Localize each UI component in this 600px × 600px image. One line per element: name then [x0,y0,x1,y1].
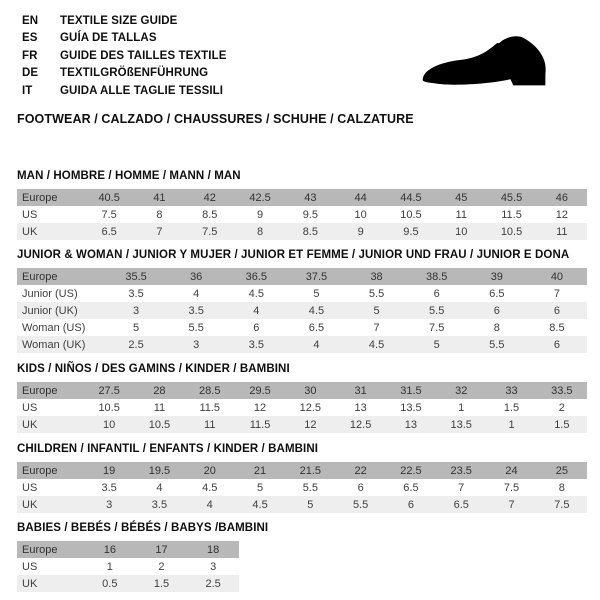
size-cell: 7.5 [554,498,570,511]
size-cell: 11 [556,225,568,238]
section-man [17,170,587,240]
size-cell: 4.5 [248,287,264,300]
language-label: GUIDE DES TAILLES TEXTILE [60,49,227,62]
size-cell: 44 [354,191,367,204]
size-cell: 12 [253,401,267,414]
size-cell: 28.5 [199,384,221,397]
table-row [17,541,239,558]
language-label: GUÍA DE TALLAS [60,32,157,45]
size-cell: 6 [357,481,364,494]
size-cell: 4.5 [308,304,325,317]
size-cell: 2.5 [205,577,221,590]
section-kids [17,363,587,433]
size-cell: 1.5 [554,418,570,431]
size-cell: 38 [370,270,383,283]
size-cell: 11.5 [199,401,221,414]
size-cell: 2.5 [128,338,144,351]
size-cell: 6.5 [453,498,469,511]
size-cell: 11 [153,401,166,414]
size-cell: 36.5 [245,270,268,283]
size-cell: 45 [455,191,468,204]
size-cell: 6.5 [489,287,505,300]
size-cell: 5 [256,481,264,494]
size-cell: 46 [555,191,568,204]
size-cell: 40.5 [98,191,120,204]
size-cell: 6 [553,338,560,351]
size-cell: 7.5 [202,225,218,238]
size-cell: 4 [253,304,260,317]
size-cell: 5 [313,287,320,300]
size-cell: 21.5 [299,464,322,477]
size-cell: 1 [508,418,515,431]
size-cell: 0.5 [102,577,118,590]
size-cell: 10.5 [98,401,120,414]
size-cell: 9 [357,225,364,238]
table-row [17,268,587,285]
size-cell: 3.5 [101,481,117,494]
table-row [17,223,587,240]
size-cell: 27.5 [98,384,120,397]
size-cell: 41 [153,191,166,204]
size-cell: 40 [550,270,564,283]
size-cell: 30 [304,384,317,397]
language-code: ES [22,32,38,45]
table-row [17,302,587,319]
row-label: US [22,481,38,494]
row-label: UK [22,225,38,238]
size-cell: 29.5 [249,384,271,397]
size-cell: 12.5 [349,418,372,431]
table-row [17,399,587,416]
size-cell: 6 [407,498,414,511]
size-cell: 12 [555,208,568,221]
size-cell: 5 [433,338,440,351]
language-code: EN [22,14,39,27]
row-label: Europe [22,384,58,397]
row-label: Junior (UK) [22,304,78,317]
size-cell: 1 [106,560,113,573]
size-cell: 3.5 [188,304,204,317]
row-label: US [22,560,38,573]
size-cell: 11.5 [249,418,271,431]
size-cell: 22.5 [400,464,422,477]
size-cell: 22 [354,464,367,477]
size-cell: 36 [190,270,203,283]
size-cell: 28 [153,384,166,397]
size-cell: 10.5 [148,418,171,431]
size-cell: 19 [103,464,116,477]
language-code: DE [22,67,39,80]
size-cell: 12 [304,418,317,431]
size-cell: 3.5 [128,287,144,300]
size-cell: 2 [558,401,565,414]
row-label: UK [22,418,38,431]
language-row [22,12,227,30]
size-cell: 24 [505,464,518,477]
table-row [17,575,239,592]
language-label: GUIDA ALLE TAGLIE TESSILI [60,84,224,97]
size-cell: 18 [207,543,220,556]
table-row [17,319,587,336]
size-cell: 4.5 [368,338,385,351]
size-cell: 7 [156,225,163,238]
size-cell: 6.5 [308,321,325,334]
row-label: Woman (US) [22,321,86,334]
size-cell: 43 [304,191,317,204]
language-row [22,65,227,83]
size-cell: 10 [354,208,367,221]
size-cell: 5.5 [429,304,445,317]
size-cell: 7.5 [503,481,520,494]
table-row [17,496,587,513]
size-table [17,462,587,513]
size-cell: 4 [193,287,200,300]
section-title: CHILDREN / INFANTIL / ENFANTS / KINDER / BAMBINI [17,443,319,455]
size-cell: 13.5 [400,401,422,414]
row-label: Junior (US) [22,287,78,300]
size-cell: 2 [158,560,165,573]
size-cell: 16 [103,543,116,556]
row-label: Europe [22,191,58,204]
language-row [22,82,227,100]
size-cell: 1.5 [503,401,520,414]
row-label: Europe [22,543,58,556]
size-cell: 3.5 [151,498,168,511]
language-label: TEXTILGRÖßENFÜHRUNG [60,67,209,80]
size-cell: 10 [103,418,116,431]
row-label: Europe [22,464,58,477]
size-cell: 38.5 [425,270,448,283]
size-cell: 6 [433,287,440,300]
row-label: Woman (UK) [22,338,86,351]
size-cell: 6 [253,321,260,334]
language-code: IT [22,84,33,97]
table-row [17,558,239,575]
size-cell: 3 [133,304,140,317]
size-cell: 10.5 [400,208,422,221]
size-cell: 9.5 [403,225,419,238]
size-cell: 6.5 [403,481,419,494]
section-title: BABIES / BEBÉS / BÉBÉS / BABYS /BAMBINI [17,522,269,534]
size-cell: 33.5 [551,384,573,397]
table-row [17,206,587,223]
size-cell: 8.5 [549,321,565,334]
language-row [22,30,227,48]
size-cell: 5.5 [188,321,204,334]
size-cell: 5 [307,498,314,511]
size-cell: 7 [458,481,465,494]
size-cell: 45.5 [500,191,523,204]
size-cell: 31.5 [400,384,422,397]
size-cell: 19.5 [148,464,171,477]
size-cell: 39 [490,270,503,283]
language-row [22,47,227,65]
section-babies [17,522,268,592]
size-cell: 17 [155,543,168,556]
size-cell: 42 [203,191,216,204]
size-cell: 1 [458,401,465,414]
size-cell: 11.5 [501,208,522,221]
row-label: Europe [22,270,58,283]
size-cell: 4 [156,481,163,494]
size-cell: 4 [206,498,213,511]
size-cell: 20 [203,464,216,477]
size-cell: 3 [193,338,200,351]
size-cell: 5 [373,304,380,317]
language-code: FR [22,49,38,62]
size-cell: 13 [404,418,418,431]
row-label: UK [22,577,38,590]
size-cell: 31 [354,384,367,397]
table-row [17,479,587,496]
size-cell: 8.5 [202,208,218,221]
size-cell: 11 [204,418,216,431]
size-table [17,541,239,592]
size-cell: 9 [256,208,264,221]
section-junior-woman [17,249,587,353]
size-cell: 42.5 [249,191,271,204]
language-list [22,12,227,100]
size-cell: 4.5 [202,481,218,494]
size-cell: 7 [373,321,380,334]
size-cell: 3 [210,560,217,573]
size-cell: 8.5 [302,225,318,238]
table-row [17,189,587,206]
language-label: TEXTILE SIZE GUIDE [60,14,178,27]
size-cell: 5.5 [368,287,385,300]
size-cell: 13 [354,401,367,414]
section-title: KIDS / NIÑOS / DES GAMINS / KINDER / BAMBINI [17,363,290,375]
size-cell: 23.5 [450,464,472,477]
table-row [17,462,587,479]
size-cell: 10 [455,225,468,238]
row-label: US [22,208,38,221]
size-table [17,382,587,433]
size-cell: 6 [553,304,560,317]
table-row [17,382,587,399]
size-cell: 6 [493,304,500,317]
size-cell: 5.5 [489,338,505,351]
size-cell: 37.5 [305,270,328,283]
size-cell: 6.5 [101,225,117,238]
size-cell: 5.5 [352,498,369,511]
size-cell: 12.5 [299,401,322,414]
size-cell: 32 [455,384,468,397]
size-cell: 13.5 [450,418,472,431]
size-cell: 8 [558,481,565,494]
size-cell: 5.5 [302,481,318,494]
size-cell: 9.5 [302,208,318,221]
size-cell: 3 [106,498,113,511]
row-label: US [22,401,38,414]
table-row [17,285,587,302]
size-cell: 5 [133,321,140,334]
table-row [17,336,587,353]
dress-shoe-icon [397,27,577,101]
size-table [17,189,587,240]
size-cell: 21 [253,464,267,477]
row-label: UK [22,498,38,511]
size-cell: 7 [508,498,515,511]
size-cell: 11 [455,208,467,221]
size-cell: 25 [555,464,568,477]
section-children [17,443,587,513]
size-cell: 1.5 [153,577,170,590]
size-cell: 8 [493,321,500,334]
size-cell: 4 [313,338,320,351]
size-cell: 44.5 [400,191,422,204]
section-title: JUNIOR & WOMAN / JUNIOR Y MUJER / JUNIOR ET FEMME / JUNIOR UND FRAU / JUNIOR E DONA [17,249,570,261]
size-cell: 33 [505,384,518,397]
size-cell: 8 [156,208,163,221]
table-row [17,416,587,433]
section-title: MAN / HOMBRE / HOMME / MANN / MAN [17,170,241,182]
size-cell: 7 [553,287,560,300]
size-cell: 35.5 [125,270,147,283]
size-cell: 10.5 [500,225,523,238]
size-cell: 4.5 [252,498,268,511]
size-table [17,268,587,353]
size-cell: 7.5 [101,208,117,221]
size-cell: 7.5 [429,321,445,334]
category-heading: FOOTWEAR / CALZADO / CHAUSSURES / SCHUHE / CALZATURE [17,112,414,126]
size-cell: 8 [256,225,264,238]
size-cell: 3.5 [248,338,264,351]
